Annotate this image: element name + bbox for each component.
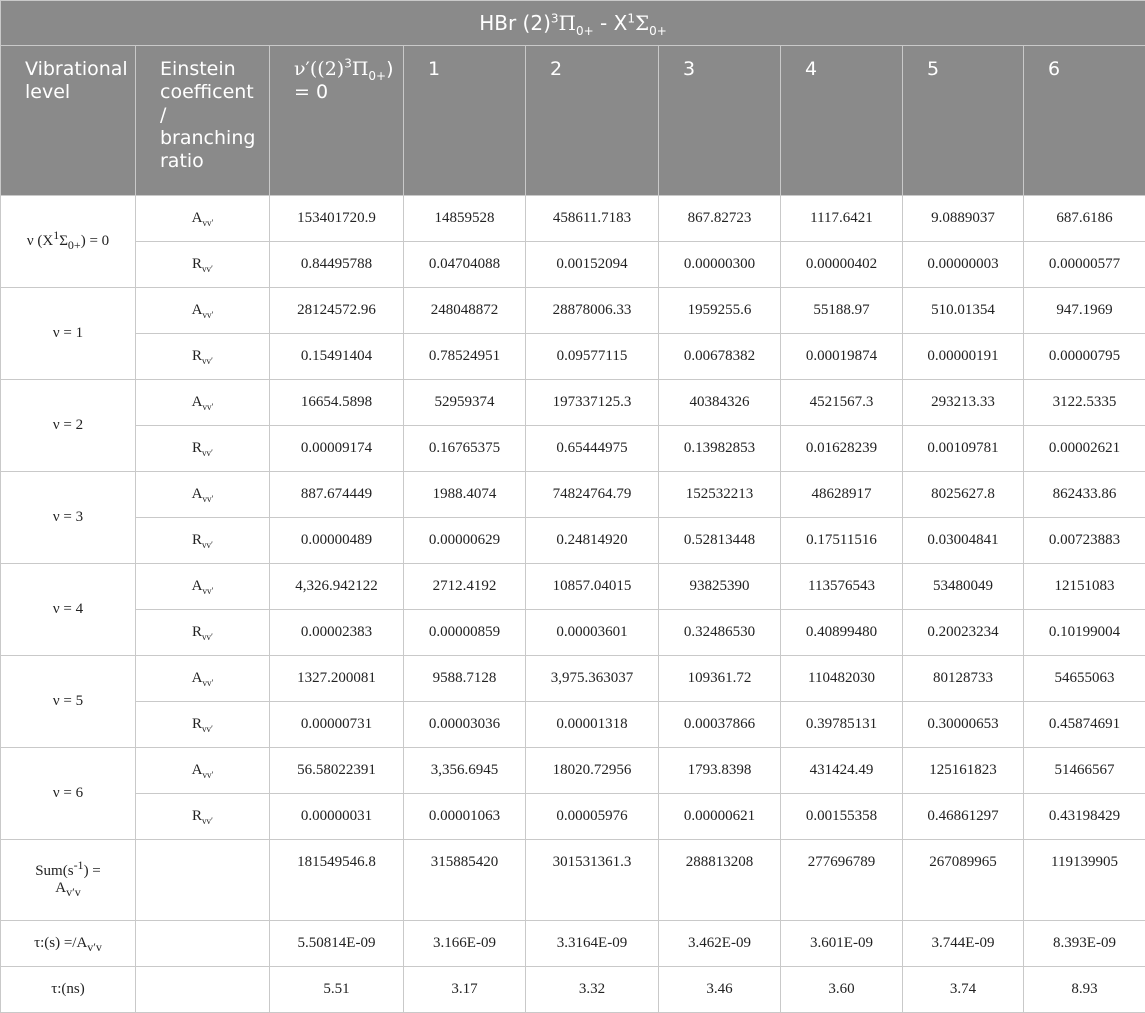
lifetime-ns-value: 8.93	[1024, 967, 1145, 1013]
lifetime-seconds-value: 3.166E-09	[404, 921, 526, 967]
lifetime-seconds-value: 3.601E-09	[781, 921, 903, 967]
table-cell: 510.01354	[903, 288, 1024, 334]
table-cell: 16654.5898	[270, 380, 404, 426]
sum-value: 119139905	[1024, 840, 1145, 921]
table-title: HBr $(2)^3\Pi_{0+} - X^1\Sigma_{0+}$	[1, 1, 1145, 46]
table-cell: 18020.72956	[526, 748, 659, 794]
table-cell: 0.00678382	[659, 334, 781, 380]
table-row	[1, 380, 1145, 426]
lifetime-ns-row	[1, 967, 1145, 1013]
table-cell: 1327.200081	[270, 656, 404, 702]
table-cell: 0.00000489	[270, 518, 404, 564]
einstein-coefficient-label: $A_{vv'}$	[136, 748, 270, 794]
header-upper-level-0: $\nu'((2)^3\Pi_{0+}) = 0$	[270, 46, 404, 196]
table-cell: 248048872	[404, 288, 526, 334]
table-cell: 0.00002621	[1024, 426, 1145, 472]
table-cell: 0.00000402	[781, 242, 903, 288]
table-cell: 56.58022391	[270, 748, 404, 794]
branching-ratio-label: $R_{vv'}$	[136, 794, 270, 840]
lifetime-seconds-value: 3.462E-09	[659, 921, 781, 967]
branching-ratio-label: $R_{vv'}$	[136, 426, 270, 472]
header-vibrational-level: Vibrational level	[1, 46, 136, 196]
sum-value: 277696789	[781, 840, 903, 921]
table-cell: 197337125.3	[526, 380, 659, 426]
vibrational-level-label: ν = 2	[1, 380, 136, 472]
table-cell: 0.00003601	[526, 610, 659, 656]
lifetime-seconds-value: 8.393E-09	[1024, 921, 1145, 967]
table-cell: 109361.72	[659, 656, 781, 702]
header-upper-level-1: 1	[404, 46, 526, 196]
branching-ratio-label: $R_{vv'}$	[136, 610, 270, 656]
table-cell: 14859528	[404, 196, 526, 242]
table-cell: 0.32486530	[659, 610, 781, 656]
table-row	[1, 518, 1145, 564]
table-cell: 0.65444975	[526, 426, 659, 472]
table-cell: 48628917	[781, 472, 903, 518]
table-row	[1, 656, 1145, 702]
header-upper-level-6: 6	[1024, 46, 1145, 196]
vibrational-level-label: ν = 3	[1, 472, 136, 564]
branching-ratio-label: $R_{vv'}$	[136, 518, 270, 564]
table-cell: 9.0889037	[903, 196, 1024, 242]
lifetime-ns-value: 5.51	[270, 967, 404, 1013]
table-cell: 0.10199004	[1024, 610, 1145, 656]
branching-ratio-label: $R_{vv'}$	[136, 702, 270, 748]
table-cell: 0.00109781	[903, 426, 1024, 472]
lifetime-seconds-value: 3.3164E-09	[526, 921, 659, 967]
table-cell: 4521567.3	[781, 380, 903, 426]
table-cell: 12151083	[1024, 564, 1145, 610]
table-row	[1, 748, 1145, 794]
lifetime-ns-value: 3.46	[659, 967, 781, 1013]
table-cell: 0.00000795	[1024, 334, 1145, 380]
table-cell: 0.40899480	[781, 610, 903, 656]
table-cell: 153401720.9	[270, 196, 404, 242]
table-cell: 0.04704088	[404, 242, 526, 288]
table-cell: 0.30000653	[903, 702, 1024, 748]
table-cell: 947.1969	[1024, 288, 1145, 334]
table-row	[1, 288, 1145, 334]
empty-cell	[136, 840, 270, 921]
table-cell: 1793.8398	[659, 748, 781, 794]
table-cell: 0.00155358	[781, 794, 903, 840]
table-cell: 0.00005976	[526, 794, 659, 840]
table-cell: 53480049	[903, 564, 1024, 610]
sum-row	[1, 840, 1145, 921]
sum-label: $Sum(s^{-1})$ = $A_{v'v}$	[1, 840, 136, 921]
table-cell: 0.00152094	[526, 242, 659, 288]
table-cell: 54655063	[1024, 656, 1145, 702]
table-cell: 110482030	[781, 656, 903, 702]
table-cell: 93825390	[659, 564, 781, 610]
empty-cell	[136, 967, 270, 1013]
table-row	[1, 196, 1145, 242]
table-cell: 0.00001318	[526, 702, 659, 748]
vibrational-level-label: ν = 5	[1, 656, 136, 748]
header-einstein-coefficient: Einstein coefficent / branching ratio	[136, 46, 270, 196]
vibrational-level-label: ν $(X^1\Sigma_{0+}) = 0$	[1, 196, 136, 288]
table-cell: 2712.4192	[404, 564, 526, 610]
lifetime-seconds-value: 5.50814E-09	[270, 921, 404, 967]
table-cell: 0.52813448	[659, 518, 781, 564]
table-cell: 0.00000003	[903, 242, 1024, 288]
table-cell: 0.17511516	[781, 518, 903, 564]
table-cell: 0.46861297	[903, 794, 1024, 840]
table-cell: 862433.86	[1024, 472, 1145, 518]
sum-value: 301531361.3	[526, 840, 659, 921]
lifetime-seconds-label: τ:(s) $=/A_{v'v}$	[1, 921, 136, 967]
table-cell: 113576543	[781, 564, 903, 610]
table-cell: 0.13982853	[659, 426, 781, 472]
branching-ratio-label: $R_{vv'}$	[136, 334, 270, 380]
table-cell: 0.16765375	[404, 426, 526, 472]
header-upper-level-5: 5	[903, 46, 1024, 196]
table-body	[1, 196, 1145, 1013]
einstein-coefficient-label: $A_{vv'}$	[136, 472, 270, 518]
table-cell: 0.09577115	[526, 334, 659, 380]
table-cell: 4,326.942122	[270, 564, 404, 610]
einstein-coefficient-label: $A_{vv'}$	[136, 196, 270, 242]
table-cell: 0.45874691	[1024, 702, 1145, 748]
einstein-coefficient-label: $A_{vv'}$	[136, 564, 270, 610]
table-cell: 0.20023234	[903, 610, 1024, 656]
lifetime-seconds-value: 3.744E-09	[903, 921, 1024, 967]
table-cell: 687.6186	[1024, 196, 1145, 242]
table-cell: 293213.33	[903, 380, 1024, 426]
table-cell: 0.00000191	[903, 334, 1024, 380]
table-cell: 0.00037866	[659, 702, 781, 748]
table-row	[1, 426, 1145, 472]
table-cell: 1959255.6	[659, 288, 781, 334]
header-upper-level-4: 4	[781, 46, 903, 196]
einstein-coefficient-label: $A_{vv'}$	[136, 656, 270, 702]
lifetime-seconds-row	[1, 921, 1145, 967]
table-cell: 0.00003036	[404, 702, 526, 748]
table-cell: 74824764.79	[526, 472, 659, 518]
table-cell: 0.00000629	[404, 518, 526, 564]
table-cell: 0.39785131	[781, 702, 903, 748]
table-cell: 0.00723883	[1024, 518, 1145, 564]
table-cell: 51466567	[1024, 748, 1145, 794]
table-cell: 0.00000621	[659, 794, 781, 840]
branching-ratio-label: $R_{vv'}$	[136, 242, 270, 288]
vibrational-level-label: ν = 4	[1, 564, 136, 656]
table-row	[1, 242, 1145, 288]
table-cell: 0.00000031	[270, 794, 404, 840]
einstein-coefficient-label: $A_{vv'}$	[136, 288, 270, 334]
sum-value: 267089965	[903, 840, 1024, 921]
table-cell: 9588.7128	[404, 656, 526, 702]
table-cell: 0.01628239	[781, 426, 903, 472]
lifetime-ns-value: 3.17	[404, 967, 526, 1013]
sum-value: 181549546.8	[270, 840, 404, 921]
table-cell: 431424.49	[781, 748, 903, 794]
lifetime-ns-value: 3.32	[526, 967, 659, 1013]
table-cell: 0.00000859	[404, 610, 526, 656]
table-cell: 3,356.6945	[404, 748, 526, 794]
table-row	[1, 564, 1145, 610]
table-cell: 0.00000300	[659, 242, 781, 288]
table-cell: 3122.5335	[1024, 380, 1145, 426]
table-cell: 1988.4074	[404, 472, 526, 518]
header-upper-level-2: 2	[526, 46, 659, 196]
table-cell: 0.84495788	[270, 242, 404, 288]
vibrational-level-label: ν = 6	[1, 748, 136, 840]
table-row	[1, 610, 1145, 656]
table-cell: 152532213	[659, 472, 781, 518]
table-cell: 3,975.363037	[526, 656, 659, 702]
table-cell: 1117.6421	[781, 196, 903, 242]
lifetime-ns-value: 3.74	[903, 967, 1024, 1013]
table-cell: 10857.04015	[526, 564, 659, 610]
table-cell: 28124572.96	[270, 288, 404, 334]
vibrational-level-label: ν = 1	[1, 288, 136, 380]
table-cell: 0.00019874	[781, 334, 903, 380]
table-cell: 0.43198429	[1024, 794, 1145, 840]
table-cell: 0.78524951	[404, 334, 526, 380]
table-cell: 0.00009174	[270, 426, 404, 472]
table-cell: 125161823	[903, 748, 1024, 794]
table-cell: 0.00000577	[1024, 242, 1145, 288]
table-row	[1, 794, 1145, 840]
table-cell: 52959374	[404, 380, 526, 426]
table-cell: 0.15491404	[270, 334, 404, 380]
table-cell: 40384326	[659, 380, 781, 426]
header-upper-level-3: 3	[659, 46, 781, 196]
einstein-coefficient-label: $A_{vv'}$	[136, 380, 270, 426]
table-row	[1, 472, 1145, 518]
table-cell: 0.24814920	[526, 518, 659, 564]
table-cell: 0.00001063	[404, 794, 526, 840]
table-cell: 0.00000731	[270, 702, 404, 748]
empty-cell	[136, 921, 270, 967]
sum-value: 315885420	[404, 840, 526, 921]
table-cell: 80128733	[903, 656, 1024, 702]
table-cell: 0.03004841	[903, 518, 1024, 564]
table-cell: 887.674449	[270, 472, 404, 518]
table-cell: 28878006.33	[526, 288, 659, 334]
lifetime-ns-label: τ:(ns)	[1, 967, 136, 1013]
table-cell: 458611.7183	[526, 196, 659, 242]
table-cell: 55188.97	[781, 288, 903, 334]
table-cell: 8025627.8	[903, 472, 1024, 518]
table-row	[1, 334, 1145, 380]
sum-value: 288813208	[659, 840, 781, 921]
lifetime-ns-value: 3.60	[781, 967, 903, 1013]
table-cell: 0.00002383	[270, 610, 404, 656]
table-row	[1, 702, 1145, 748]
table-cell: 867.82723	[659, 196, 781, 242]
